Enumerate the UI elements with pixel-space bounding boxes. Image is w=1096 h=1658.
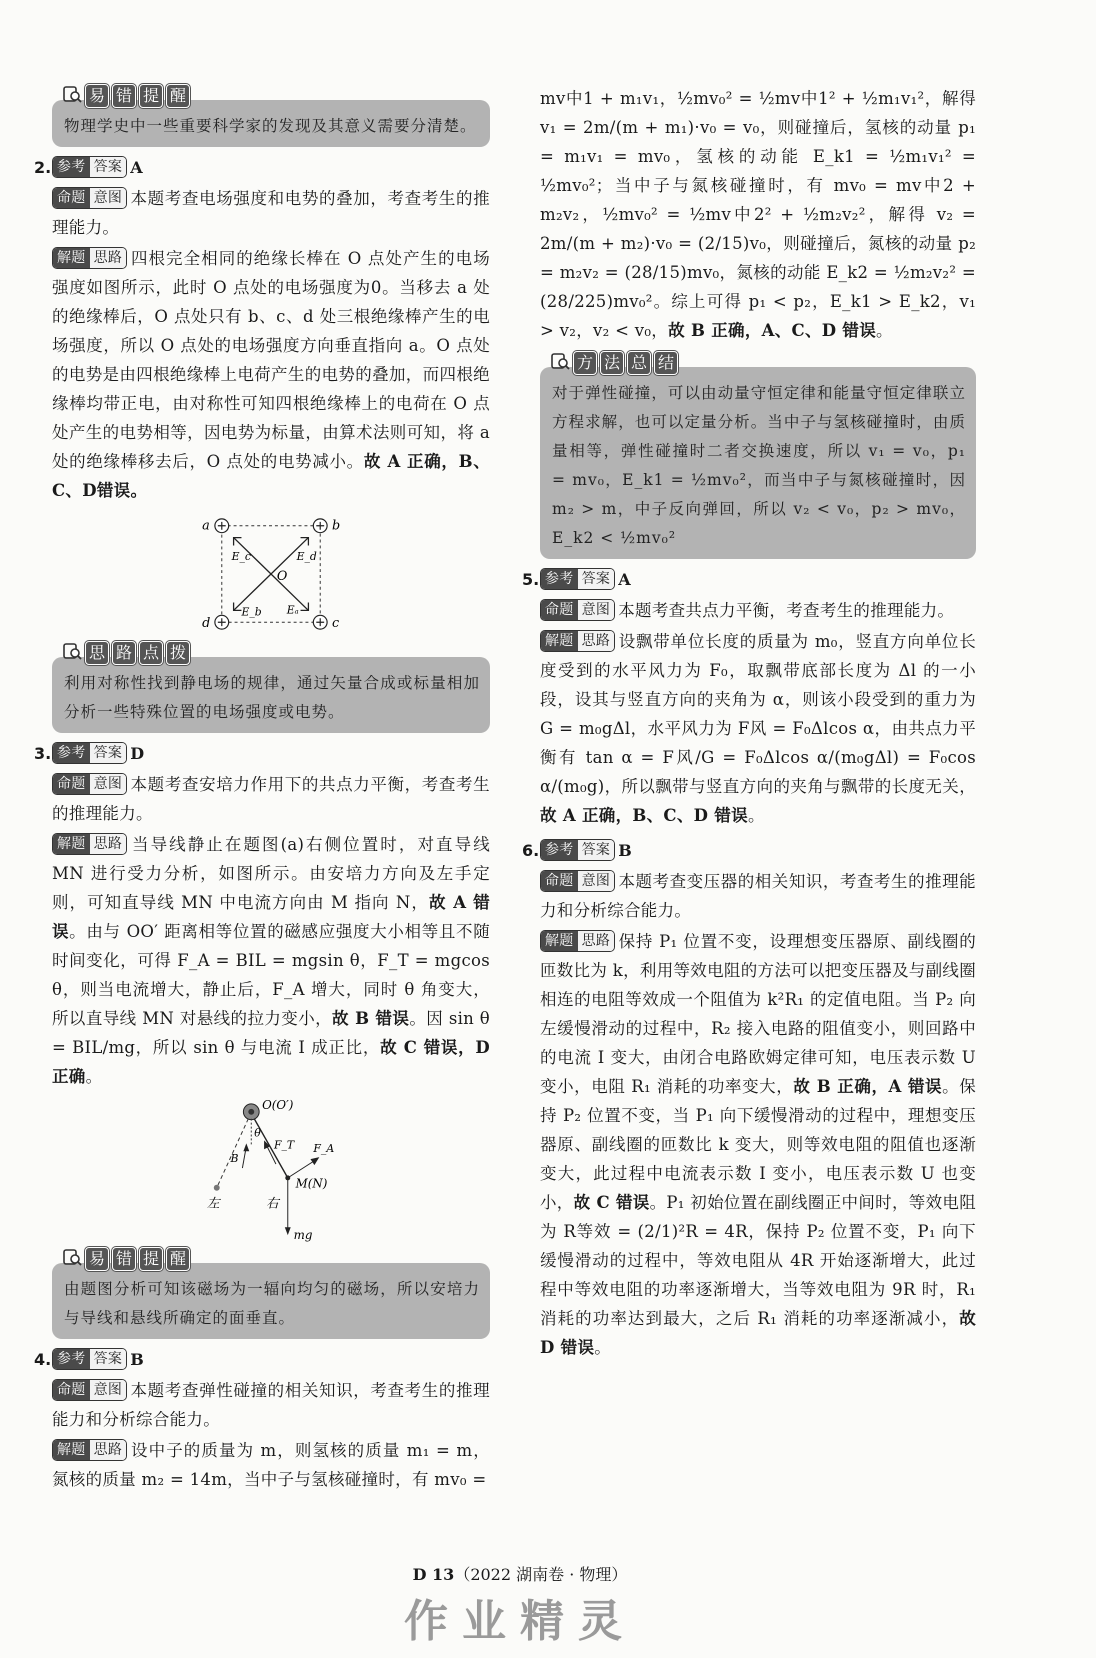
answer-line — [540, 836, 976, 865]
idea-paragraph — [52, 830, 490, 1091]
idea-tag — [540, 630, 615, 652]
question-number: 6. — [522, 841, 540, 860]
tip-title-char: 醒 — [166, 84, 190, 108]
answer-line — [540, 565, 976, 594]
question-6 — [522, 836, 977, 1362]
intent-paragraph — [52, 1376, 490, 1434]
intent-tag-part1: 命题 — [53, 1380, 90, 1400]
answer-tag — [540, 568, 615, 590]
tip-common-mistake-1 — [52, 84, 490, 147]
conclusion-text: 故 C 错误，D 正确 — [52, 1038, 490, 1086]
label-c: c — [332, 616, 340, 632]
explanation-text: 。 — [747, 806, 765, 825]
idea-tag — [52, 833, 127, 855]
tip-title-char: 醒 — [166, 1247, 190, 1271]
explanation-text: 设中子的质量为 m，则氢核的质量 m₁ = m，氮核的质量 m₂ = 14m，当中子与氢核碰撞时，有 mv₀ = — [52, 1441, 490, 1489]
conclusion-text: 故 A 正确，B、C、D错误。 — [52, 452, 490, 500]
label-left: 左 — [206, 1196, 220, 1212]
explanation-text: 。 — [594, 1338, 612, 1357]
label-MN: M(N) — [295, 1176, 328, 1191]
answer-tag — [52, 742, 127, 764]
intent-text: 本题考查安培力作用下的共点力平衡，考查考生的推理能力。 — [52, 775, 490, 823]
intent-tag-part2: 意图 — [90, 188, 127, 208]
tip-title-char: 拨 — [166, 641, 190, 665]
tip-text: 利用对称性找到静电场的规律，通过矢量合成或标量相加分析一些特殊位置的电场强度或电势。 — [64, 674, 480, 721]
intent-tag-part1: 命题 — [541, 600, 578, 620]
label-FT: F_T — [273, 1138, 295, 1152]
idea-tag-part1: 解题 — [541, 631, 578, 651]
question-number: 2. — [34, 158, 52, 177]
explanation-text: 。 — [876, 321, 893, 340]
tip-header — [62, 1247, 490, 1271]
answer-value: B — [130, 1350, 145, 1369]
intent-text: 本题考查弹性碰撞的相关知识，考查考生的推理能力和分析综合能力。 — [52, 1381, 490, 1429]
answer-tag-part1: 参考 — [541, 840, 578, 860]
answer-tag — [52, 1348, 127, 1370]
intent-tag — [52, 187, 127, 209]
intent-tag-part1: 命题 — [541, 871, 578, 891]
left-column — [34, 84, 491, 1500]
idea-tag — [52, 247, 127, 269]
question-4-continued — [540, 84, 976, 345]
answer-tag-part2: 答案 — [90, 743, 127, 763]
right-column — [522, 84, 977, 1368]
answer-tag-part2: 答案 — [90, 1349, 127, 1369]
answer-tag-part1: 参考 — [53, 157, 90, 177]
intent-text: 本题考查电场强度和电势的叠加，考查考生的推理能力。 — [52, 189, 490, 237]
exam-info: （2022 湖南卷 · 物理） — [454, 1565, 628, 1584]
idea-tag-part2: 思路 — [90, 1440, 127, 1460]
explanation-text: 。因 sin θ = BIL/mg，所以 sin θ 与电流 I 成正比， — [52, 1009, 490, 1057]
intent-tag — [540, 599, 615, 621]
label-d: d — [202, 616, 211, 632]
answer-value: A — [618, 570, 631, 589]
figure-force-analysis — [52, 1097, 490, 1243]
answer-line — [52, 153, 490, 182]
conclusion-text: 故 A 错误 — [52, 893, 491, 941]
magnifier-note-icon — [62, 84, 82, 108]
explanation-text: 四根完全相同的绝缘长棒在 O 点处产生的电场强度如图所示，此时 O 点处的电场强度为0。当移去 a 处的绝缘棒后，O 点处只有 b、c、d 处三根绝缘棒产生的电场强度，所以 O 点处的电场强度方向垂直指向 a。O 点处的电势是由四根绝缘棒上电荷产生的电势的叠加，而四根绝缘棒均带正电，由对称性可知四根绝缘棒上的电荷在 O 点处产生的电势相等，因电势为标量，由算术法则可知，将 a 处的绝缘棒移去后，O 点处的电势减小。 — [52, 249, 490, 471]
label-theta: θ — [254, 1126, 261, 1140]
tip-thinking-hint — [52, 641, 490, 733]
answer-line — [52, 739, 490, 768]
question-5 — [522, 565, 976, 830]
idea-tag — [540, 930, 615, 952]
idea-tag-part1: 解题 — [53, 834, 90, 854]
explanation-text: mv中1 + m₁v₁，½mv₀² = ½mv中1² + ½m₁v₁²，解得 v₁ = 2m/(m + m₁)·v₀ = v₀，则碰撞后，氢核的动量 p₁ = m₁v₁ = mv₀，氢核的动能 E_k1 = ½m₁v₁² = ½mv₀²；当中子与氮核碰撞时，有 mv₀ = mv中2 + m₂v₂，½mv₀² = ½mv中2² + ½m₂v₂²，解得 v₂ = 2m/(m + m₂)·v₀ = (2/15)v₀，则碰撞后，氮核的动量 p₂ = m₂v₂ = (28/15)mv₀，氮核的动能 E_k2 = ½m₂v₂² = (28/225)mv₀²。综上可得 p₁ < p₂，E_k1 > E_k2，v₁ > v₂，v₂ < v₀， — [540, 89, 976, 340]
answer-tag — [540, 839, 615, 861]
intent-tag — [52, 773, 127, 795]
explanation-text: 。保持 P₂ 位置不变，当 P₁ 向下缓慢滑动的过程中，理想变压器原、副线圈的匝数比 k 变大，则等效电阻的阻值也逐渐变大，此过程中电流表示数 I 变小，电压表示数 U 也变小， — [540, 1077, 976, 1212]
tip-header — [62, 84, 490, 108]
tip-title-char: 方 — [573, 351, 597, 375]
tip-title-char: 提 — [139, 84, 163, 108]
tip-box — [52, 657, 490, 733]
tip-title-char: 易 — [85, 1247, 109, 1271]
question-4 — [34, 1345, 490, 1494]
page-number: D 13 — [412, 1565, 455, 1584]
label-Ec: E_c — [231, 550, 251, 564]
figure-electric-field — [52, 511, 490, 637]
idea-tag-part2: 思路 — [90, 248, 127, 268]
conclusion-text: 故 D 错误 — [540, 1309, 976, 1357]
watermark: 作业精灵 — [404, 1596, 636, 1647]
tip-text: 由题图分析可知该磁场为一辐向均匀的磁场，所以安培力与导线和悬线所确定的面垂直。 — [64, 1280, 480, 1327]
explanation-text: 。P₁ 初始位置在副线圈正中间时，等效电阻为 R等效 = (2/1)²R = 4R，保持 P₂ 位置不变，P₁ 向下缓慢滑动的过程中，等效电阻从 4R 开始逐渐增大，此过程中等效电阻的功率逐渐增大，当等效电阻为 9R 时，R₁ 消耗的功率达到最大，之后 R₁ 消耗的功率逐渐减小， — [540, 1193, 977, 1328]
idea-paragraph — [52, 244, 490, 505]
idea-paragraph — [540, 927, 976, 1362]
label-b: b — [332, 518, 341, 534]
tip-title-char: 点 — [139, 641, 163, 665]
intent-paragraph — [52, 770, 490, 828]
tip-title-char: 错 — [112, 1247, 136, 1271]
intent-tag-part1: 命题 — [53, 774, 90, 794]
question-number: 4. — [34, 1350, 52, 1369]
idea-tag-part1: 解题 — [53, 1440, 90, 1460]
conclusion-text: 故 B 正确，A 错误 — [793, 1077, 943, 1096]
idea-tag — [52, 1439, 127, 1461]
magnifier-note-icon — [62, 1247, 82, 1271]
tip-title-char: 错 — [112, 84, 136, 108]
tip-title-char: 总 — [627, 351, 651, 375]
intent-text: 本题考查共点力平衡，考查考生的推理能力。 — [618, 601, 955, 620]
answer-value: A — [130, 158, 143, 177]
intent-paragraph — [540, 867, 976, 925]
intent-tag-part2: 意图 — [578, 871, 615, 891]
intent-paragraph — [52, 184, 490, 242]
label-FA: F_A — [313, 1142, 335, 1156]
tip-title-char: 法 — [600, 351, 624, 375]
answer-tag-part2: 答案 — [90, 157, 127, 177]
label-right: 右 — [266, 1196, 279, 1212]
label-pivot: O(O′) — [262, 1097, 294, 1112]
answer-tag-part2: 答案 — [578, 569, 615, 589]
explanation-text: 保持 P₁ 位置不变，设理想变压器原、副线圈的匝数比为 k，利用等效电阻的方法可以把变压器及与副线圈相连的电阻等效成一个阻值为 k²R₁ 的定值电阻。当 P₂ 向左缓慢滑动的过程中，R₂ 接入电路的阻值变小，则回路中的电流 I 变大，由闭合电路欧姆定律可知，电压表示数 U 变小，电阻 R₁ 消耗的功率变大， — [540, 932, 976, 1096]
intent-tag-part2: 意图 — [90, 1380, 127, 1400]
conclusion-text: 故 A 正确，B、C、D 错误 — [540, 806, 748, 825]
tip-common-mistake-2 — [52, 1247, 490, 1339]
label-Ed: E_d — [296, 550, 317, 564]
explanation-text: 。 — [85, 1067, 103, 1086]
question-3 — [34, 739, 491, 1091]
intent-tag-part2: 意图 — [90, 774, 127, 794]
tip-title-char: 思 — [85, 641, 109, 665]
label-Ea: Eₐ — [286, 603, 299, 617]
label-Eb: E_b — [241, 605, 262, 619]
tip-title-char: 路 — [112, 641, 136, 665]
magnifier-note-icon — [550, 351, 570, 375]
idea-tag-part1: 解题 — [53, 248, 90, 268]
intent-text: 本题考查变压器的相关知识，考查考生的推理能力和分析综合能力。 — [540, 872, 976, 920]
label-mg: mg — [293, 1228, 313, 1243]
magnifier-note-icon — [62, 641, 82, 665]
answer-tag-part1: 参考 — [541, 569, 578, 589]
answer-tag-part1: 参考 — [53, 743, 90, 763]
tip-text: 物理学史中一些重要科学家的发现及其意义需要分清楚。 — [64, 117, 477, 135]
tip-title-char: 易 — [85, 84, 109, 108]
page-footer — [0, 1562, 1040, 1585]
answer-value: B — [618, 841, 633, 860]
idea-tag-part2: 思路 — [578, 631, 615, 651]
intent-tag — [52, 1379, 127, 1401]
conclusion-text: 故 B 错误 — [332, 1009, 410, 1028]
label-a: a — [202, 518, 210, 534]
tip-text: 对于弹性碰撞，可以由动量守恒定律和能量守恒定律联立方程求解，也可以定量分析。当中子与氢核碰撞时，由质量相等，弹性碰撞时二者交换速度，所以 v₁ = v₀，p₁ = mv₀，E_k1 = ½mv₀²，而当中子与氮核碰撞时，因 m₂ > m，中子反向弹回，所以 v₂ < v₀，p₂ > mv₀，E_k2 < ½mv₀² — [552, 384, 966, 547]
tip-title-char: 结 — [654, 351, 678, 375]
answer-line — [52, 1345, 490, 1374]
tip-header — [62, 641, 490, 665]
tip-box — [540, 367, 976, 559]
tip-box — [52, 1263, 490, 1339]
tip-header — [550, 351, 976, 375]
answer-tag-part2: 答案 — [578, 840, 615, 860]
idea-tag-part2: 思路 — [578, 931, 615, 951]
tip-method-summary — [540, 351, 976, 559]
label-O: O — [276, 568, 288, 584]
intent-tag-part1: 命题 — [53, 188, 90, 208]
answer-tag-part1: 参考 — [53, 1349, 90, 1369]
explanation-text: 当导线静止在题图(a)右侧位置时，对直导线 MN 进行受力分析，如图所示。由安培力方向及左手定则，可知直导线 MN 中电流方向由 M 指向 N， — [52, 835, 490, 912]
tip-title-char: 提 — [139, 1247, 163, 1271]
answer-value: D — [130, 744, 145, 763]
idea-paragraph-continued — [540, 84, 976, 345]
intent-paragraph — [540, 596, 976, 625]
question-number: 3. — [34, 744, 52, 763]
idea-paragraph — [540, 627, 976, 830]
explanation-text: 设飘带单位长度的质量为 m₀，竖直方向单位长度受到的水平风力为 F₀，取飘带底部长度为 Δl 的一小段，设其与竖直方向的夹角为 α，则该小段受到的重力为 G = m₀gΔl，水平风力为 F风 = F₀Δlcos α，由共点力平衡有 tan α = F风/G = F₀Δlcos α/(m₀gΔl) = F₀cos α/(m₀g)，所以飘带与竖直方向的夹角与飘带的长度无关， — [540, 632, 976, 796]
conclusion-text: 故 C 错误 — [573, 1193, 650, 1212]
idea-tag-part1: 解题 — [541, 931, 578, 951]
explanation-text: 。由与 OO′ 距离相等位置的磁感应强度大小相等且不随时间变化，可得 F_A = BIL = mgsin θ，F_T = mgcos θ，则当电流增大，静止后，F_A 增大，同时 θ 角变大，所以直导线 MN 对悬线的拉力变小， — [52, 922, 490, 1028]
conclusion-text: 故 B 正确，A、C、D 错误 — [668, 321, 877, 340]
intent-tag — [540, 870, 615, 892]
question-2 — [34, 153, 490, 505]
intent-tag-part2: 意图 — [578, 600, 615, 620]
label-B: B — [230, 1152, 239, 1166]
idea-tag-part2: 思路 — [90, 834, 127, 854]
question-number: 5. — [522, 570, 540, 589]
answer-tag — [52, 156, 127, 178]
idea-paragraph — [52, 1436, 490, 1494]
